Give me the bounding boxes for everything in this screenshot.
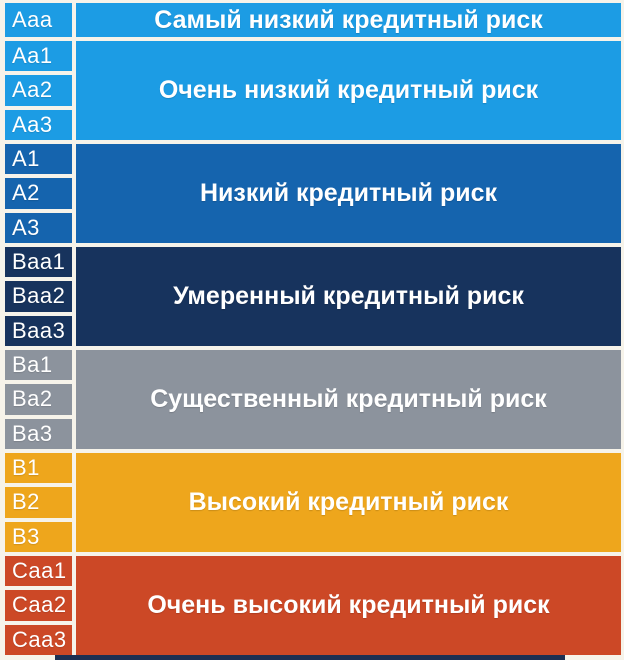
rating-group-row — [5, 41, 621, 140]
rating-cell-b2: B2 — [5, 487, 72, 517]
risk-description-cell: Очень высокий кредитный риск — [76, 556, 621, 655]
rating-cell-a1: A1 — [5, 144, 72, 174]
rating-group-row — [5, 453, 621, 552]
rating-cell-b3: B3 — [5, 522, 72, 552]
rating-group-row — [5, 144, 621, 243]
rating-codes-column — [5, 247, 72, 346]
rating-cell-baa2: Baa2 — [5, 281, 72, 311]
rating-cell-b1: B1 — [5, 453, 72, 483]
rating-group-row — [5, 350, 621, 449]
rating-codes-column — [5, 556, 72, 655]
rating-cell-ba2: Ba2 — [5, 384, 72, 414]
risk-description-cell: Существенный кредитный риск — [76, 350, 621, 449]
rating-group-row — [5, 556, 621, 655]
rating-cell-ba3: Ba3 — [5, 419, 72, 449]
risk-description-cell: Очень низкий кредитный риск — [76, 41, 621, 140]
rating-cell-aa3: Aa3 — [5, 110, 72, 140]
rating-group-row — [5, 3, 621, 37]
rating-codes-column — [5, 144, 72, 243]
rating-cell-a2: A2 — [5, 178, 72, 208]
rating-cell-baa1: Baa1 — [5, 247, 72, 277]
rating-cell-caa1: Caa1 — [5, 556, 72, 586]
risk-description-cell: Умеренный кредитный риск — [76, 247, 621, 346]
rating-cell-aa2: Aa2 — [5, 75, 72, 105]
rating-codes-column — [5, 3, 72, 37]
rating-codes-column — [5, 350, 72, 449]
rating-codes-column — [5, 453, 72, 552]
risk-description-cell: Низкий кредитный риск — [76, 144, 621, 243]
partial-next-row-strip — [55, 655, 565, 660]
rating-codes-column — [5, 41, 72, 140]
rating-cell-ba1: Ba1 — [5, 350, 72, 380]
rating-cell-a3: A3 — [5, 213, 72, 243]
rating-cell-aaa: Aaa — [5, 3, 72, 37]
rating-cell-caa3: Caa3 — [5, 625, 72, 655]
rating-cell-aa1: Aa1 — [5, 41, 72, 71]
risk-description-cell: Высокий кредитный риск — [76, 453, 621, 552]
rating-cell-caa2: Caa2 — [5, 590, 72, 620]
rating-cell-baa3: Baa3 — [5, 316, 72, 346]
risk-description-cell: Самый низкий кредитный риск — [76, 3, 621, 37]
rating-group-row — [5, 247, 621, 346]
